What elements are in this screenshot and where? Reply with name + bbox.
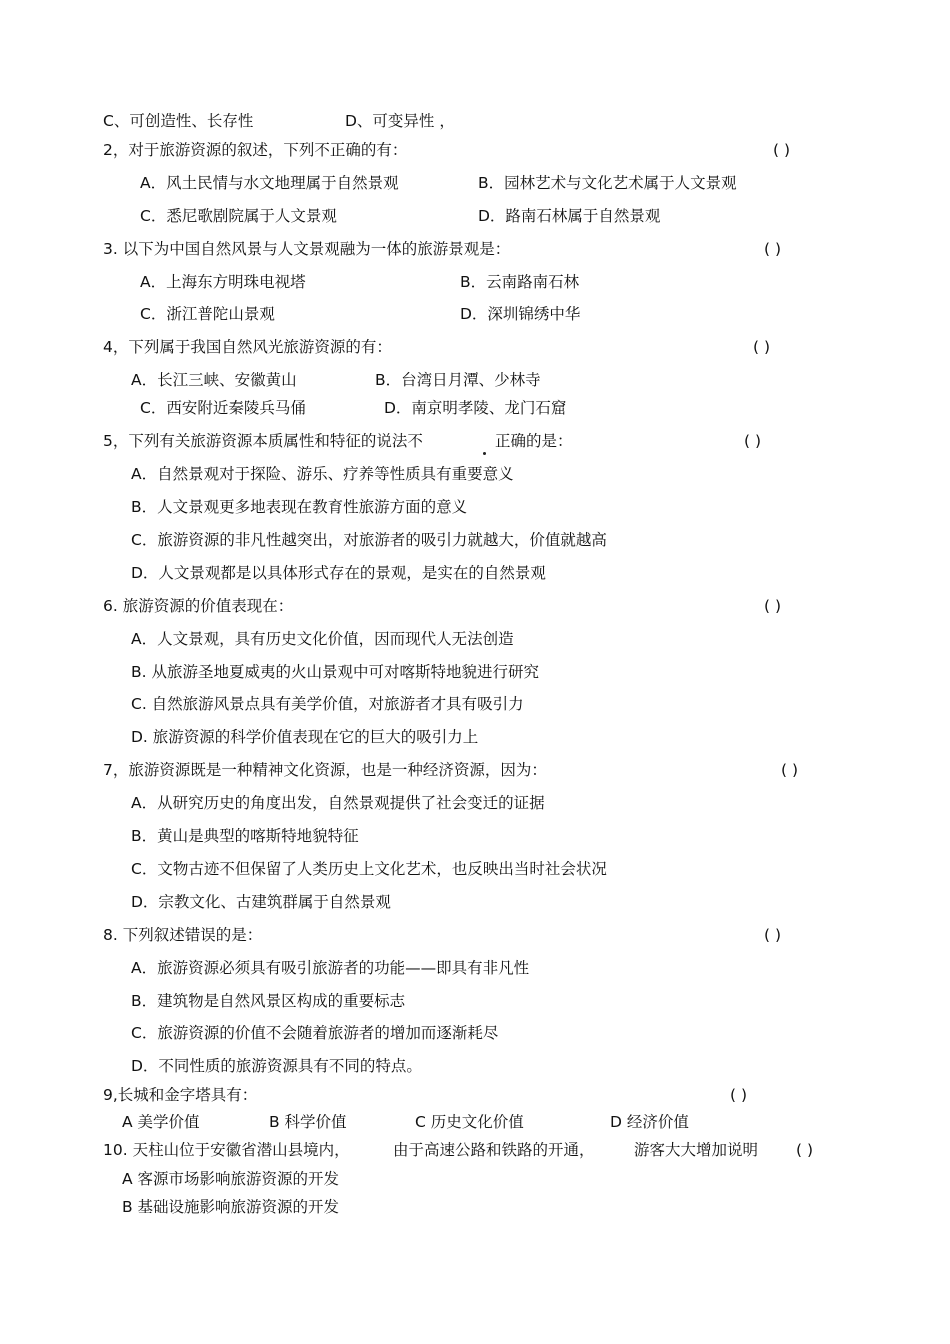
emphasis-dot <box>483 452 486 455</box>
q4-option-c: C．西安附近秦陵兵马俑 <box>140 399 306 417</box>
q9-option-a: A 美学价值 <box>122 1113 200 1131</box>
q10-option-b: B 基础设施影响旅游资源的开发 <box>122 1198 340 1216</box>
q6-option-d: D. 旅游资源的科学价值表现在它的巨大的吸引力上 <box>131 728 479 746</box>
q4-option-d: D．南京明孝陵、龙门石窟 <box>384 399 567 417</box>
q4-option-b: B．台湾日月潭、少林寺 <box>375 371 541 389</box>
q5-stem-continued: 正确的是： <box>495 432 573 450</box>
q7-answer-paren: ( ) <box>781 761 799 779</box>
q5-option-a: A．自然景观对于探险、游乐、疗养等性质具有重要意义 <box>131 465 514 483</box>
q4-option-a: A．长江三峡、安徽黄山 <box>131 371 297 389</box>
q10-stem-part1: 10. 天柱山位于安徽省潜山县境内， <box>103 1141 350 1159</box>
q4-stem: 4，下列属于我国自然风光旅游资源的有： <box>103 338 392 356</box>
q3-option-a: A．上海东方明珠电视塔 <box>140 273 306 291</box>
q1-option-c: C、可创造性、长存性 <box>103 112 254 130</box>
q6-option-a: A．人文景观，具有历史文化价值，因而现代人无法创造 <box>131 630 514 648</box>
q9-answer-paren: ( ) <box>730 1086 748 1104</box>
q5-option-b: B．人文景观更多地表现在教育性旅游方面的意义 <box>131 498 468 516</box>
q9-option-b: B 科学价值 <box>269 1113 347 1131</box>
q4-answer-paren: ( ) <box>753 338 771 356</box>
q3-option-b: B．云南路南石林 <box>460 273 580 291</box>
q8-option-d: D．不同性质的旅游资源具有不同的特点。 <box>131 1057 422 1075</box>
q10-stem-part2: 由于高速公路和铁路的开通， <box>393 1141 595 1159</box>
q5-option-d: D．人文景观都是以具体形式存在的景观，是实在的自然景观 <box>131 564 546 582</box>
q10-option-a: A 客源市场影响旅游资源的开发 <box>122 1170 340 1188</box>
q3-option-d: D．深圳锦绣中华 <box>460 305 581 323</box>
q3-answer-paren: ( ) <box>764 240 782 258</box>
q6-answer-paren: ( ) <box>764 597 782 615</box>
q5-option-c: C．旅游资源的非凡性越突出，对旅游者的吸引力就越大，价值就越高 <box>131 531 607 549</box>
q10-stem-part3: 游客大大增加说明 <box>634 1141 759 1159</box>
q8-stem: 8. 下列叙述错误的是： <box>103 926 263 944</box>
q9-stem: 9,长城和金字塔具有： <box>103 1086 258 1104</box>
q2-stem: 2，对于旅游资源的叙述，下列不正确的有： <box>103 141 408 159</box>
q2-answer-paren: ( ) <box>773 141 791 159</box>
q8-answer-paren: ( ) <box>764 926 782 944</box>
q6-stem: 6. 旅游资源的价值表现在： <box>103 597 294 615</box>
q7-option-c: C．文物古迹不但保留了人类历史上文化艺术，也反映出当时社会状况 <box>131 860 607 878</box>
q8-option-b: B．建筑物是自然风景区构成的重要标志 <box>131 992 406 1010</box>
q7-option-d: D．宗教文化、古建筑群属于自然景观 <box>131 893 391 911</box>
q7-option-b: B．黄山是典型的喀斯特地貌特征 <box>131 827 359 845</box>
q5-answer-paren: ( ) <box>744 432 762 450</box>
q5-stem: 5，下列有关旅游资源本质属性和特征的说法不 <box>103 432 423 450</box>
q6-option-b: B. 从旅游圣地夏威夷的火山景观中可对喀斯特地貌进行研究 <box>131 663 539 681</box>
q2-option-d: D．路南石林属于自然景观 <box>478 207 661 225</box>
q3-option-c: C．浙江普陀山景观 <box>140 305 275 323</box>
q6-option-c: C. 自然旅游风景点具有美学价值，对旅游者才具有吸引力 <box>131 695 524 713</box>
q8-option-c: C．旅游资源的价值不会随着旅游者的增加而逐渐耗尽 <box>131 1024 499 1042</box>
q7-option-a: A．从研究历史的角度出发，自然景观提供了社会变迁的证据 <box>131 794 545 812</box>
q1-option-d: D、可变异性 ， <box>345 112 455 130</box>
q2-option-c: C．悉尼歌剧院属于人文景观 <box>140 207 337 225</box>
q2-option-a: A．风土民情与水文地理属于自然景观 <box>140 174 399 192</box>
q7-stem: 7，旅游资源既是一种精神文化资源，也是一种经济资源，因为： <box>103 761 547 779</box>
q9-option-c: C 历史文化价值 <box>415 1113 524 1131</box>
q3-stem: 3. 以下为中国自然风景与人文景观融为一体的旅游景观是： <box>103 240 511 258</box>
q10-answer-paren: ( ) <box>796 1141 814 1159</box>
q8-option-a: A．旅游资源必须具有吸引旅游者的功能——即具有非凡性 <box>131 959 530 977</box>
q2-option-b: B．园林艺术与文化艺术属于人文景观 <box>478 174 737 192</box>
q9-option-d: D 经济价值 <box>610 1113 689 1131</box>
